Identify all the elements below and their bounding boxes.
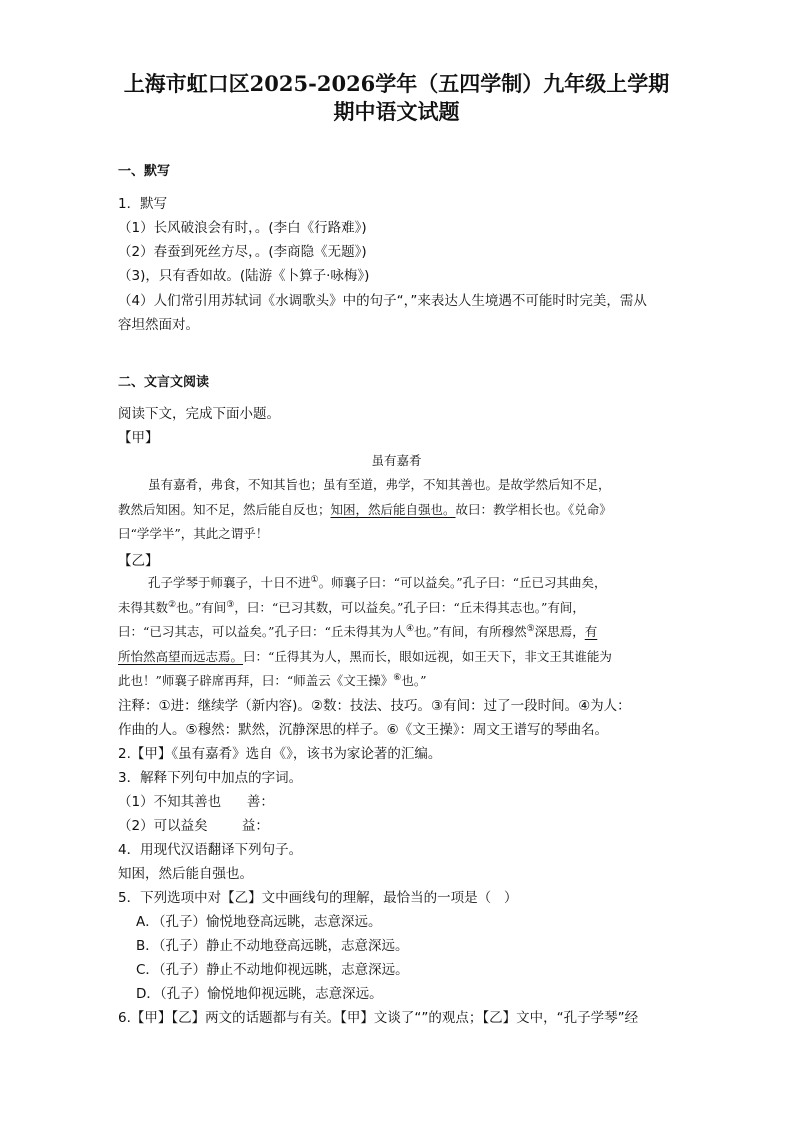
annotation-line-1: 注释：①进：继续学（新内容)。②数：技法、技巧。③有间：过了一段时间。④为人： <box>118 698 631 714</box>
yi-line-5 <box>118 671 427 689</box>
note-mark-5: ⑤ <box>526 623 535 634</box>
yi-label: 【乙】 <box>118 553 159 569</box>
yi-l2-a: 未得其数 <box>118 600 169 615</box>
q1-item-4: （4）人们常引用苏轼词《水调歌头》中的句子“，”来表达人生境遇不可能时时完美，需从 <box>118 293 647 309</box>
yi-line-3 <box>118 622 597 640</box>
question-5-option-d: D．（孔子）愉悦地仰视远眺，志意深远。 <box>136 986 383 1002</box>
yi-l1-b: 。师襄子曰：“可以益矣。”孔子曰：“丘已习其曲矣， <box>318 575 607 590</box>
question-3: 3．解释下列句中加点的字词。 <box>118 770 303 786</box>
jia-title: 虽有嘉肴 <box>371 453 422 468</box>
question-4: 4．用现代汉语翻译下列句子。 <box>118 842 303 858</box>
jia-line-3: 曰“学学半”，其此之谓乎！ <box>118 526 269 541</box>
q1-item-3: （3)，只有香如故。(陆游《卜算子·咏梅》) <box>118 268 370 284</box>
yi-underline-start: 有 <box>584 624 598 639</box>
question-5-option-a: A．（孔子）愉悦地登高远眺，志意深远。 <box>136 914 382 930</box>
yi-l2-b: 也。”有间 <box>176 600 227 615</box>
question-5-option-b: B．（孔子）静止不动地登高远眺，志意深远。 <box>136 938 409 954</box>
question-1-label: 1．默写 <box>118 196 168 212</box>
jia-line-2 <box>118 500 612 518</box>
question-3-1: （1）不知其善也 善： <box>118 794 274 810</box>
reading-intro: 阅读下文，完成下面小题。 <box>118 406 280 422</box>
question-4-sentence: 知困，然后能自强也。 <box>118 866 253 882</box>
yi-l5-a: 此也！”师襄子辟席再拜，曰：“师盖云《文王操》 <box>118 673 394 688</box>
note-mark-6: ⑥ <box>393 672 402 683</box>
title-line-2: 期中语文试题 <box>333 99 460 124</box>
note-mark-3: ③ <box>226 599 235 610</box>
question-2: 2.【甲】《虽有嘉肴》选自《》，该书为家论著的汇编。 <box>118 746 442 762</box>
yi-line-1 <box>148 573 607 591</box>
yi-l3-a: 曰：“已习其志，可以益矣。”孔子曰：“丘未得其为人 <box>118 624 406 639</box>
yi-l3-c: 深思焉， <box>534 624 585 639</box>
question-3-2: （2）可以益矣 益： <box>118 818 269 834</box>
yi-l2-c: ，曰：“已习其数，可以益矣。”孔子曰：“丘未得其志也。”有间， <box>234 600 585 615</box>
yi-l4-b: 曰：“丘得其为人，黑而长，眼如远视，如王天下，非文王其谁能为 <box>243 649 612 664</box>
annotation-line-2: 作曲的人。⑤穆然：默然，沉静深思的样子。⑥《文王操》：周文王谱写的琴曲名。 <box>118 722 608 738</box>
yi-line-2 <box>118 598 585 616</box>
question-5-option-c: C．（孔子）静止不动地仰视远眺，志意深远。 <box>136 962 409 978</box>
section-2-heading: 二、文言文阅读 <box>118 375 210 390</box>
title-line-1: 上海市虹口区2025-2026学年（五四学制）九年级上学期 <box>123 71 670 96</box>
note-mark-4: ④ <box>405 623 415 634</box>
section-1-heading: 一、默写 <box>118 164 171 179</box>
question-5: 5．下列选项中对【乙】文中画线句的理解，最恰当的一项是（ ） <box>118 890 518 906</box>
yi-l5-b: 也。” <box>401 673 427 688</box>
yi-underline-end: 所怡然高望而远志焉。 <box>118 649 244 664</box>
q1-item-1: （1）长风破浪会有时，。(李白《行路难》) <box>118 220 367 236</box>
jia-underlined-sentence: 知困，然后能自强也。 <box>330 502 456 517</box>
yi-l3-b: 也。”有间，有所穆然 <box>414 624 527 639</box>
yi-line-4 <box>118 647 612 665</box>
jia-label: 【甲】 <box>118 430 159 446</box>
q1-item-4-cont: 容坦然面对。 <box>118 317 199 333</box>
note-mark-1: ① <box>310 574 319 585</box>
question-6: 6.【甲】【乙】两文的话题都与有关。【甲】文谈了“”的观点；【乙】文中，“孔子学琴”经 <box>118 1010 639 1026</box>
q1-item-2: （2）春蚕到死丝方尽，。(李商隐《无题》) <box>118 244 367 260</box>
jia-line-1: 虽有嘉肴，弗食，不知其旨也；虽有至道，弗学，不知其善也。是故学然后知不足， <box>148 477 611 492</box>
jia-line-2-b: 故曰：教学相长也。《兑命》 <box>455 502 612 517</box>
jia-line-2-a: 教然后知困。知不足，然后能自反也； <box>118 502 331 517</box>
note-mark-2: ② <box>168 599 177 610</box>
yi-l1-a: 孔子学琴于师襄子，十日不进 <box>148 575 311 590</box>
